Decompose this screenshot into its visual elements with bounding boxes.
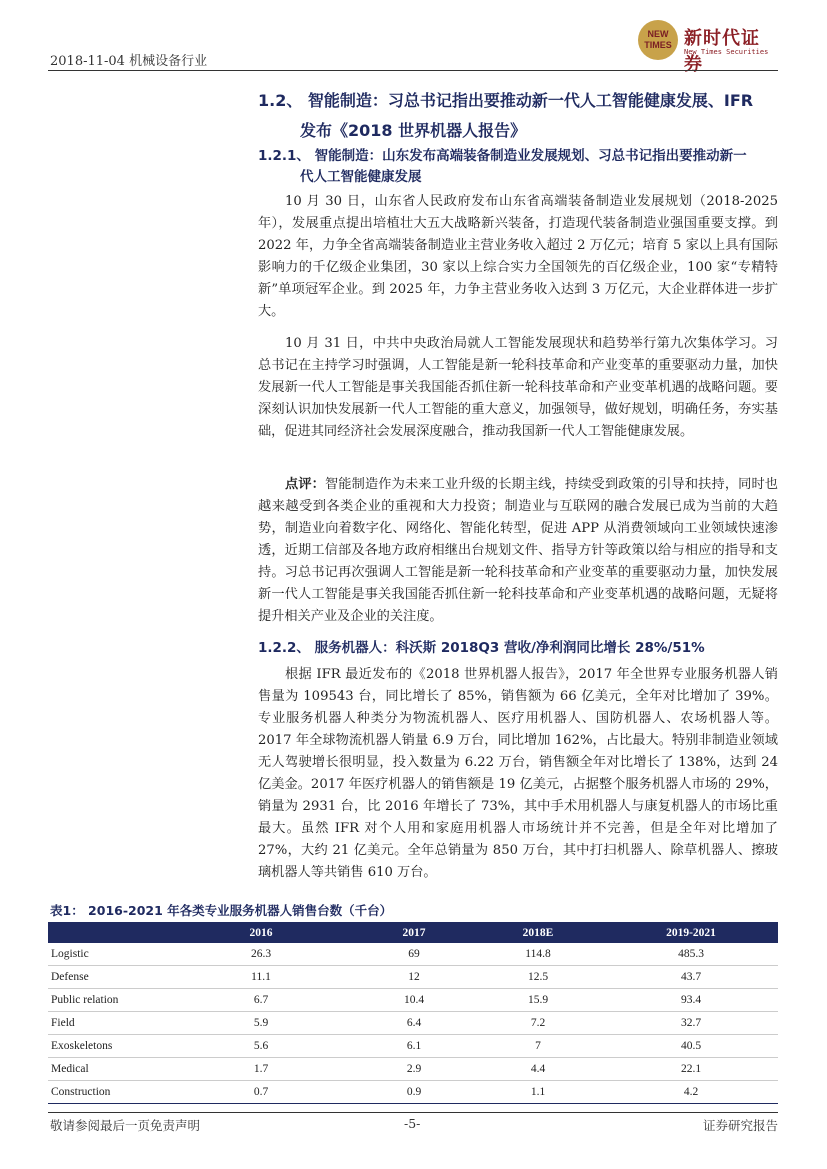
table-cell: 26.3 bbox=[166, 943, 356, 966]
table-row-label: Public relation bbox=[48, 989, 166, 1012]
table-header-cell: 2019-2021 bbox=[604, 922, 778, 943]
paragraph-comment bbox=[258, 474, 778, 628]
table-cell: 6.1 bbox=[356, 1035, 472, 1058]
table-cell: 12.5 bbox=[472, 966, 604, 989]
company-logo bbox=[638, 20, 778, 75]
table-cell: 15.9 bbox=[472, 989, 604, 1012]
logo-name-cn: 新时代证券 bbox=[684, 28, 760, 75]
table-cell: 4.2 bbox=[604, 1081, 778, 1104]
table-header-cell: 2017 bbox=[356, 922, 472, 943]
table-cell: 1.7 bbox=[166, 1058, 356, 1081]
comment-text: 智能制造作为未来工业升级的长期主线，持续受到政策的引导和扶持，同时也越来越受到各类企业的重视和大力投资；制造业与互联网的融合发展已成为当前的大趋势，制造业向着数字化、网络化、智能化转型，促进 APP 从消费领域向工业领域快速渗透，近期工信部及各地方政府相继出台规划文件、指导方针等政策以给与相应的指导和支持。习总书记再次强调人工智能是新一轮科技革命和产业变革的重要驱动力量，加快发展新一代人工智能是事关我国能否抓住新一轮科技革命和产业变革机遇的战略问题，无疑将提升相关产业及企业的关注度。 bbox=[258, 477, 778, 624]
table-cell: 22.1 bbox=[604, 1058, 778, 1081]
table-cell: 40.5 bbox=[604, 1035, 778, 1058]
table-cell: 12 bbox=[356, 966, 472, 989]
table-row bbox=[48, 1081, 778, 1104]
table-header-cell bbox=[48, 922, 166, 943]
table-cell: 6.4 bbox=[356, 1012, 472, 1035]
table-row bbox=[48, 1058, 778, 1081]
footer-rule bbox=[48, 1112, 778, 1113]
logo-badge-line2: TIMES bbox=[644, 40, 672, 50]
table-cell: 5.9 bbox=[166, 1012, 356, 1035]
table-row-label: Defense bbox=[48, 966, 166, 989]
section-heading-1-2-2: 1.2.2、 服务机器人：科沃斯 2018Q3 营收/净利润同比增长 28%/51% bbox=[258, 640, 705, 656]
table-row-label: Logistic bbox=[48, 943, 166, 966]
section-heading-1-2-1-cont: 代人工智能健康发展 bbox=[300, 169, 422, 185]
table-header-row bbox=[48, 922, 778, 943]
logo-badge-line1: NEW bbox=[647, 29, 669, 39]
table-header-cell: 2018E bbox=[472, 922, 604, 943]
section-heading-1-2-1: 1.2.1、 智能制造：山东发布高端装备制造业发展规划、习总书记指出要推动新一 bbox=[258, 148, 747, 164]
table-cell: 485.3 bbox=[604, 943, 778, 966]
table-cell: 0.7 bbox=[166, 1081, 356, 1104]
table-cell: 2.9 bbox=[356, 1058, 472, 1081]
table-cell: 0.9 bbox=[356, 1081, 472, 1104]
logo-badge-icon bbox=[638, 20, 678, 60]
footer-report-type: 证券研究报告 bbox=[702, 1118, 778, 1133]
table-cell: 69 bbox=[356, 943, 472, 966]
table-cell: 5.6 bbox=[166, 1035, 356, 1058]
table-row-label: Field bbox=[48, 1012, 166, 1035]
header-date-industry: 2018-11-04 机械设备行业 bbox=[50, 54, 208, 69]
comment-label: 点评： bbox=[285, 477, 325, 492]
table-row-label: Exoskeletons bbox=[48, 1035, 166, 1058]
table-caption: 表1： 2016-2021 年各类专业服务机器人销售台数（千台） bbox=[50, 903, 393, 918]
table-cell: 7 bbox=[472, 1035, 604, 1058]
table-cell: 43.7 bbox=[604, 966, 778, 989]
table-header-cell: 2016 bbox=[166, 922, 356, 943]
table-row bbox=[48, 1035, 778, 1058]
table-row bbox=[48, 989, 778, 1012]
paragraph-ifr-report: 根据 IFR 最近发布的《2018 世界机器人报告》，2017 年全世界专业服务机器人销售量为 109543 台，同比增长了 85%，销售额为 66 亿美元，全年对比增加了 39%。专业服务机器人种类分为物流机器人、医疗用机器人、国防机器人、农场机器人等。2017 年全球物流机器人销量 6.9 万台，同比增加 162%，占比最大。特别非制造业领域无人驾驶增长很明显，投入数量为 6.22 万台，销售额全年对比增长了 138%，达到 24 亿美金。2017 年医疗机器人的销售额是 19 亿美元，占据整个服务机器人市场的 29%，销量为 2931 台，比 2016 年增长了 73%，其中手术用机器人与康复机器人的市场比重最大。虽然 IFR 对个人用和家庭用机器人市场统计并不完善，但是全年对比增加了 27%，大约 21 亿美元。全年总销量为 850 万台，其中打扫机器人、除草机器人、擦玻璃机器人等共销售 610 万台。 bbox=[258, 667, 778, 880]
table-cell: 7.2 bbox=[472, 1012, 604, 1035]
footer-page-number: -5- bbox=[404, 1116, 421, 1131]
table-cell: 93.4 bbox=[604, 989, 778, 1012]
table-cell: 10.4 bbox=[356, 989, 472, 1012]
table-cell: 11.1 bbox=[166, 966, 356, 989]
table-row-label: Medical bbox=[48, 1058, 166, 1081]
table-row bbox=[48, 966, 778, 989]
table-cell: 114.8 bbox=[472, 943, 604, 966]
footer-disclaimer-note: 敬请参阅最后一页免责声明 bbox=[50, 1118, 201, 1133]
section-heading-1-2-cont: 发布《2018 世界机器人报告》 bbox=[300, 121, 527, 140]
paragraph-shandong-plan: 10 月 30 日，山东省人民政府发布山东省高端装备制造业发展规划（2018-2025 年），发展重点提出培植壮大五大战略新兴装备，打造现代装备制造业强国重要支撑。到 2022 年，力争全省高端装备制造业主营业务收入超过 2 万亿元；培育 5 家以上具有国际影响力的千亿级企业集团，30 家以上综合实力全国领先的百亿级企业，100 家“专精特新”单项冠军企业。到 2025 年，力争主营业务收入达到 3 万亿元，大企业群体进一步扩大。 bbox=[258, 194, 778, 319]
table-cell: 32.7 bbox=[604, 1012, 778, 1035]
paragraph-ai-study: 10 月 31 日，中共中央政治局就人工智能发展现状和趋势举行第九次集体学习。习总书记在主持学习时强调，人工智能是新一轮科技革命和产业变革的重要驱动力量，加快发展新一代人工智能是事关我国能否抓住新一轮科技革命和产业变革机遇的战略问题。要深刻认识加快发展新一代人工智能的重大意义，加强领导，做好规划，明确任务，夯实基础，促进其同经济社会发展深度融合，推动我国新一代人工智能健康发展。 bbox=[258, 336, 778, 439]
table-cell: 1.1 bbox=[472, 1081, 604, 1104]
table-row-label: Construction bbox=[48, 1081, 166, 1104]
logo-name-en: New Times Securities bbox=[684, 48, 769, 56]
table-row bbox=[48, 943, 778, 966]
section-heading-1-2: 1.2、 智能制造：习总书记指出要推动新一代人工智能健康发展、IFR bbox=[258, 91, 754, 110]
table-row bbox=[48, 1012, 778, 1035]
table-cell: 4.4 bbox=[472, 1058, 604, 1081]
table-cell: 6.7 bbox=[166, 989, 356, 1012]
robot-sales-table bbox=[48, 922, 778, 1104]
header-rule bbox=[48, 70, 778, 71]
